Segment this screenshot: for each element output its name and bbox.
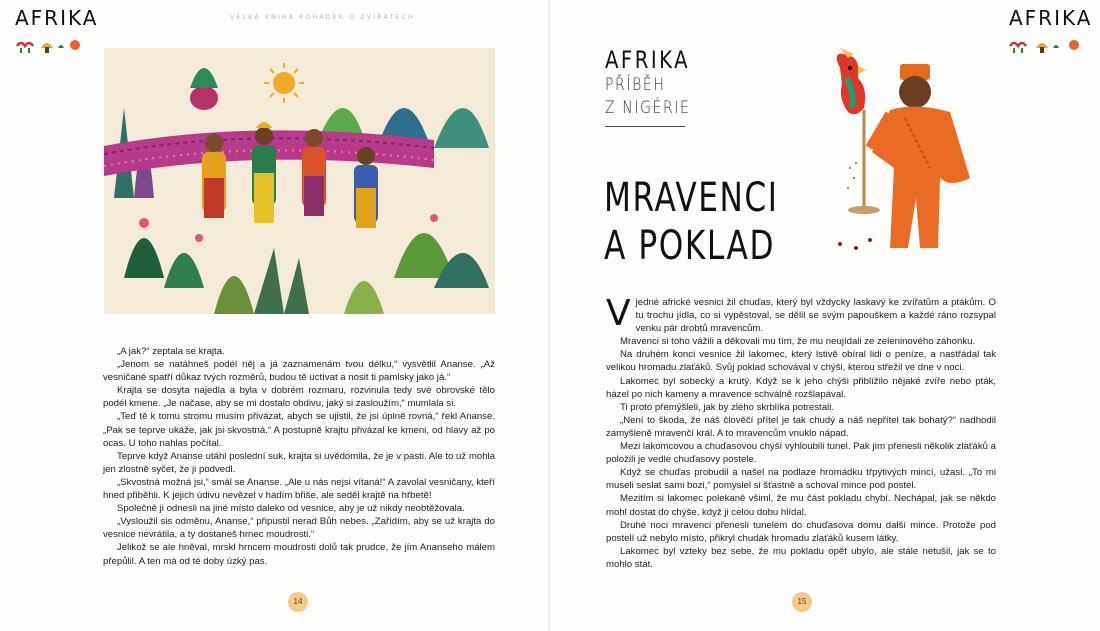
- paragraph: „Vysloužil sis odměnu, Ananse,“ připustil nerad Bůh nebes. „Zařídím, aby se už krajta do vesnice nevrátila, a ty dostaneš hrnec moudrosti.“: [103, 516, 495, 541]
- paragraph: Ti proto přemýšleli, jak by zlého skrblíka potrestali.: [620, 401, 834, 413]
- section-subtitle-line-2: Z NIGÉRIE: [605, 98, 691, 118]
- paragraph: Na druhém konci vesnice žil lakomec, který lstivě obíral lidi o peníze, a nastřádal tak velikou hromadu zlaťáků. Svůj poklad schovával v chýši, kterou střežil ve dne v noci.: [606, 349, 996, 374]
- paragraph: Druhé noci mravenci přenesli tunelem do chuďasova domu další mince. Protože pod postelí už nebylo místo, přikryl chudák hromadu zlaťáků kusem látky.: [606, 519, 996, 544]
- paragraph: Když se chuďas probudil a našel na podlaze hromádku třpytivých mincí, užasl. „To mi museli seslat sami bozi,“ pomyslel si šťastně a schoval mince pod postel.: [606, 467, 996, 492]
- paragraph: „A jak?“ zeptala se krajta.: [117, 346, 225, 357]
- section-title-block: [605, 46, 845, 127]
- paragraph: Mezitím si lakomec polekaně všiml, že mu část pokladu chybí. Nechápal, jak se někdo mohl dostat do chýše, když ji celou dobu hlídal.: [606, 493, 996, 518]
- paragraph: Společně ji odnesli na jiné místo daleko od vesnice, aby je už nikdy neobtěžovala.: [117, 503, 465, 515]
- first-paragraph-text: jedné africké vesnici žil chuďas, který byl vždycky laskavý ke zvířatům a ptákům. O tu trochu jídla, co si vypěstoval, se dělil se svým papouškem a každé ráno rozsypal venku pár drobtů mravencům.: [635, 297, 996, 335]
- paragraph: Krajta se dosyta najedla a byla v dobrém rozmaru, rozvinula tedy své obrovské tělo podél kmene. „Je načase, aby se mi dostalo obdivu, jaký si zasloužím,“ mumlala si.: [103, 385, 495, 410]
- story-title: [604, 174, 807, 270]
- paragraph: Mravenci si toho vážili a děkovali mu tím, že mu neujídali ze zeleninového záhonku.: [620, 336, 976, 348]
- story-title-line-2: A POKLAD: [604, 223, 776, 269]
- drop-cap: V: [606, 293, 631, 334]
- left-story-text: [103, 345, 495, 568]
- title-divider: [605, 126, 685, 127]
- right-story-text: [606, 293, 996, 571]
- left-brand-title: AFRIKA: [15, 6, 99, 30]
- man-with-parrot-illustration: [820, 48, 1000, 258]
- page-number-badge: 14: [288, 592, 308, 612]
- paragraph: Lakomec byl vzteky bez sebe, že mu pokladu opět ubylo, ale stále netušil, jak se to mohlo stát.: [606, 545, 996, 570]
- story-title-line-1: MRAVENCI: [604, 175, 779, 221]
- paragraph: Mezi lakomcovou a chuďasovou chýší vyhloubili tunel. Pak jím přenesli několik zlaťáků a položili je vedle chuďasovy postele.: [606, 441, 996, 466]
- section-subtitle-line-1: PŘÍBĚH: [605, 75, 666, 95]
- series-header-note: VELKÁ KNIHA POHÁDEK O ZVÍŘÁTECH: [230, 13, 415, 21]
- left-brand-ornament-icon: [15, 36, 85, 54]
- first-paragraph: [606, 293, 996, 335]
- paragraph: „Skvostná možná jsi,“ smál se Ananse. „Ale u nás nejsi vítaná!“ A zavolal vesničany, kteří hned přiběhli. K jejich údivu nevězel v hadím břiše, ale seděl krajtě na hřbetě!: [103, 476, 495, 502]
- page-number-badge: 15: [792, 592, 812, 612]
- paragraph: „Teď tě k tomu stromu musím přivázat, abych se ujistil, že jsi úplně rovná,“ řekl Ananse. „Pak se teprve ukáže, jak jsi skvostná.“ A postupně krajtu přivázal ke kmeni, od hlavy až po ocas. U toho nahlas počítal.: [103, 411, 495, 449]
- right-brand-title: AFRIKA: [1009, 6, 1093, 30]
- paragraph: Lakomec byl sobecký a krutý. Když se k jeho chýši přiblížilo nějaké zvíře nebo pták, házel po nich kameny a mravence schválně rozšlapával.: [606, 375, 996, 400]
- right-brand-ornament-icon: [1006, 36, 1086, 54]
- paragraph: Teprve když Ananse utáhl poslední suk, krajta si uvědomila, že je v pasti. Ale to už mohla jen zlostně syčet, že ji podvedl.: [103, 450, 495, 475]
- left-page: [0, 0, 549, 631]
- story-illustration: [104, 48, 495, 314]
- section-title: AFRIKA: [605, 46, 691, 74]
- paragraph: Jelikož se ale hněval, mrskl hrncem moudrosti dolů tak prudce, že jím Ananseho málem přepůlil. A ten má od té doby úzký pas.: [103, 542, 495, 567]
- paragraph: „Jenom se natáhneš podél něj a já zaznamenám tvou délku,“ vysvětlil Ananse. „Až vesničané spatří důkaz tvých rozměrů, budou tě uctívat a nosit ti pamlsky jako já.“: [103, 359, 495, 384]
- paragraph: „Není to škoda, že náš člověčí přítel je tak chudý a náš nepřítel tak bohatý?“ nadhodil zamyšleně mravenčí král. A to mravencům vnuklo nápad.: [606, 414, 996, 439]
